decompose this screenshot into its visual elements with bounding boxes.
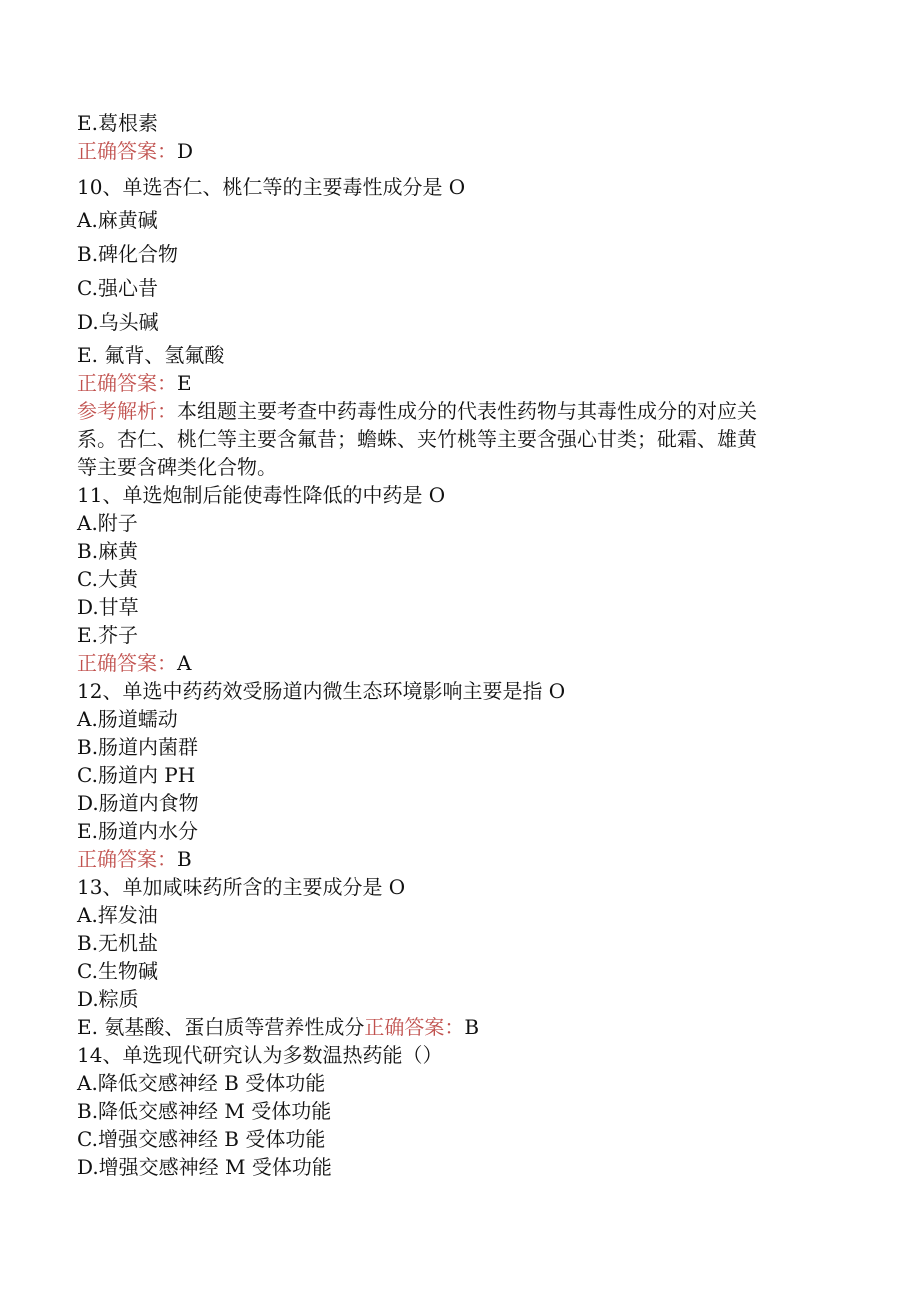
text-line [77, 1070, 837, 1096]
line-text: D.甘草 [77, 595, 139, 619]
line-text: E. 氨基酸、蛋白质等营养性成分 [77, 1015, 365, 1039]
text-line [77, 874, 837, 900]
text-line [77, 1042, 837, 1068]
line-text: C.增强交感神经 B 受体功能 [77, 1127, 326, 1151]
text-line [77, 734, 837, 760]
text-line [77, 482, 837, 508]
line-text: 系。杏仁、桃仁等主要含氟昔；蟾蛛、夹竹桃等主要含强心甘类；砒霜、雄黄 [77, 427, 757, 451]
text-line [77, 1126, 837, 1152]
line-text: E.葛根素 [77, 111, 158, 135]
text-line [77, 818, 837, 844]
text-line [77, 454, 837, 480]
text-line [77, 1014, 837, 1040]
answer-label: 正确答案： [364, 1015, 465, 1039]
text-line [77, 762, 837, 788]
line-text: D [177, 139, 194, 163]
line-text: E. 氟背、氢氟酸 [77, 343, 225, 367]
line-text: B.降低交感神经 M 受体功能 [77, 1099, 332, 1123]
text-line [77, 958, 837, 984]
answer-label: 正确答案： [77, 139, 177, 163]
line-text: B.肠道内菌群 [77, 735, 199, 759]
line-text: B [464, 1015, 480, 1039]
text-line [77, 275, 837, 301]
line-text: E [177, 371, 192, 395]
line-text: B.麻黄 [77, 539, 139, 563]
answer-label: 参考解析： [77, 399, 177, 423]
answer-label: 正确答案： [77, 651, 177, 675]
line-text: 等主要含碑类化合物。 [77, 455, 277, 479]
text-line [77, 622, 837, 648]
text-line [77, 650, 837, 676]
line-text: D.乌头碱 [77, 310, 159, 334]
text-line [77, 370, 837, 396]
line-text: B.碑化合物 [77, 242, 179, 266]
text-line [77, 538, 837, 564]
text-line [77, 846, 837, 872]
text-line [77, 986, 837, 1012]
answer-label: 正确答案： [77, 371, 177, 395]
text-line [77, 309, 837, 335]
text-line [77, 1098, 837, 1124]
line-text: 12、单选中药药效受肠道内微生态环境影响主要是指 O [77, 679, 566, 703]
text-line [77, 398, 837, 424]
line-text: A.降低交感神经 B 受体功能 [77, 1071, 326, 1095]
text-line [77, 790, 837, 816]
answer-label: 正确答案： [77, 847, 177, 871]
line-text: B [177, 847, 192, 871]
line-text: C.肠道内 PH [77, 763, 196, 787]
line-text: B.无机盐 [77, 931, 159, 955]
line-text: C.强心昔 [77, 276, 158, 300]
text-line [77, 1154, 837, 1180]
text-line [77, 138, 837, 164]
line-text: C.大黄 [77, 567, 138, 591]
line-text: A.肠道蠕动 [77, 707, 178, 731]
line-text: D.肠道内食物 [77, 791, 199, 815]
text-line [77, 510, 837, 536]
line-text: A.挥发油 [77, 903, 158, 927]
line-text: A.麻黄碱 [77, 208, 158, 232]
line-text: E.芥子 [77, 623, 138, 647]
text-line [77, 930, 837, 956]
text-line [77, 706, 837, 732]
line-text: A [177, 651, 192, 675]
text-line [77, 342, 837, 368]
line-text: E.肠道内水分 [77, 819, 198, 843]
line-text: D.增强交感神经 M 受体功能 [77, 1155, 332, 1179]
line-text: A.附子 [77, 511, 138, 535]
line-text: D.粽质 [77, 987, 139, 1011]
line-text: 11、单选炮制后能使毒性降低的中药是 O [77, 483, 446, 507]
text-line [77, 241, 837, 267]
text-line [77, 426, 837, 452]
text-line [77, 566, 837, 592]
line-text: 本组题主要考查中药毒性成分的代表性药物与其毒性成分的对应关 [177, 399, 757, 423]
text-line [77, 110, 837, 136]
line-text: 14、单选现代研究认为多数温热药能（） [77, 1043, 443, 1067]
text-line [77, 678, 837, 704]
text-line [77, 174, 837, 200]
line-text: 10、单选杏仁、桃仁等的主要毒性成分是 O [77, 175, 466, 199]
line-text: C.生物碱 [77, 959, 158, 983]
text-line [77, 207, 837, 233]
text-line [77, 594, 837, 620]
line-text: 13、单加咸味药所含的主要成分是 O [77, 875, 406, 899]
text-line [77, 902, 837, 928]
